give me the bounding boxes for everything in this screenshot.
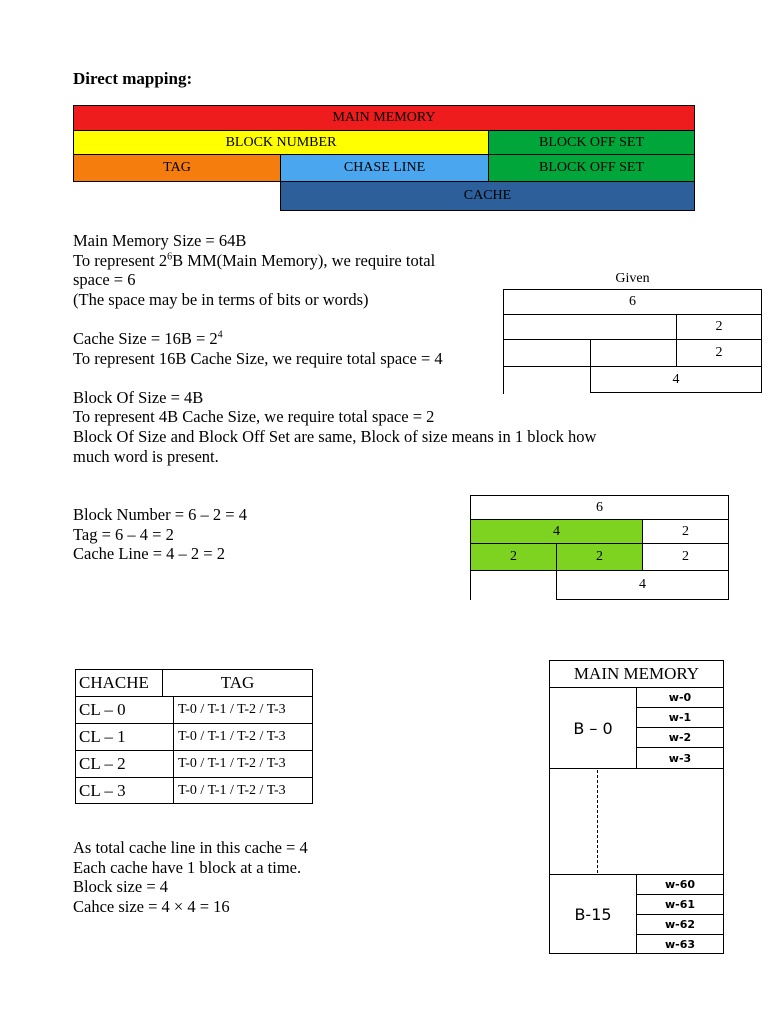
text-line: Each cache have 1 block at a time. — [73, 857, 302, 877]
section-calculation — [73, 505, 247, 564]
word-cell: w-1 — [636, 707, 724, 728]
tag-header: TAG — [162, 669, 313, 697]
text-line: space = 6 — [73, 270, 136, 290]
word-cell: w-60 — [636, 874, 724, 895]
tag-bar: TAG — [73, 154, 281, 182]
cache-line-cell: CL – 0 — [75, 696, 174, 724]
split-tag-cell: 2 — [470, 543, 557, 571]
text-line: Block Of Size = 4B — [73, 387, 204, 407]
cache-tags-cell: T-0 / T-1 / T-2 / T-3 — [173, 696, 313, 724]
text-line: Cache Size = $16B = 2^4$ — [73, 328, 223, 348]
given-cache-cell: 4 — [590, 366, 762, 393]
divider — [503, 366, 504, 394]
main-memory-title: MAIN MEMORY — [549, 660, 724, 688]
cache-tags-cell: T-0 / T-1 / T-2 / T-3 — [173, 777, 313, 804]
text-line: Cache Line = 4 – 2 = 2 — [73, 544, 225, 564]
divider — [470, 570, 471, 600]
cache-tags-cell: T-0 / T-1 / T-2 / T-3 — [173, 750, 313, 778]
text-line: Main Memory Size = 64B — [73, 231, 247, 250]
text-line: To represent $2^6B$ MM(Main Memory), we require total — [73, 250, 436, 270]
given-empty-cell — [590, 339, 677, 367]
split-cache-cell: 4 — [556, 570, 729, 600]
text-line: Cahce size = 4 × 4 = 16 — [73, 896, 230, 916]
word-cell: w-3 — [636, 747, 724, 769]
word-cell: w-0 — [636, 687, 724, 708]
cache-bar: CACHE — [280, 181, 695, 211]
text-line: Tag = 6 – 4 = 2 — [73, 524, 174, 544]
block-number-bar: BLOCK NUMBER — [73, 130, 489, 155]
cache-line-cell: CL – 1 — [75, 723, 174, 751]
split-total-cell: 6 — [470, 495, 729, 520]
text-line: As total cache line in this cache = 4 — [73, 838, 308, 857]
text-line: To represent 4B Cache Size, we require total space = 2 — [73, 407, 435, 427]
text-line: Block Of Size and Block Off Set are same, Block of size means in 1 block how — [73, 426, 597, 446]
split-offset-cell: 2 — [642, 519, 729, 544]
text-line: (The space may be in terms of bits or words) — [73, 289, 369, 309]
text-line: To represent 16B Cache Size, we require total space = 4 — [73, 348, 443, 368]
cache-tags-cell: T-0 / T-1 / T-2 / T-3 — [173, 723, 313, 751]
word-cell: w-61 — [636, 894, 724, 915]
given-offset-cell: 2 — [676, 314, 762, 340]
split-line-cell: 2 — [556, 543, 643, 571]
block-offset-bar-2: BLOCK OFF SET — [488, 154, 695, 182]
cache-header: CHACHE — [75, 669, 163, 697]
ellipsis-dashed-line — [597, 770, 598, 873]
text-line: Block Number = 6 – 2 = 4 — [73, 505, 247, 524]
memory-gap-cell — [549, 768, 724, 875]
given-offset-cell-2: 2 — [676, 339, 762, 367]
chase-line-bar: CHASE LINE — [280, 154, 489, 182]
word-cell: w-2 — [636, 727, 724, 748]
word-cell: w-63 — [636, 934, 724, 954]
cache-line-cell: CL – 3 — [75, 777, 174, 804]
block-last-cell: B-15 — [549, 874, 637, 954]
split-offset-cell-2: 2 — [642, 543, 729, 571]
block-offset-bar: BLOCK OFF SET — [488, 130, 695, 155]
split-block-number-cell: 4 — [470, 519, 643, 544]
word-cell: w-62 — [636, 914, 724, 935]
text-line: Block size = 4 — [73, 877, 168, 897]
cache-line-cell: CL – 2 — [75, 750, 174, 778]
text-line: much word is present. — [73, 446, 219, 466]
given-total-cell: 6 — [503, 289, 762, 315]
given-empty-cell — [503, 314, 677, 340]
main-memory-bar: MAIN MEMORY — [73, 105, 695, 131]
given-empty-cell — [503, 339, 591, 367]
given-caption: Given — [615, 271, 650, 286]
section-summary — [73, 838, 308, 916]
page-title: Direct mapping: — [73, 69, 193, 88]
block-first-cell: B – 0 — [549, 687, 637, 769]
